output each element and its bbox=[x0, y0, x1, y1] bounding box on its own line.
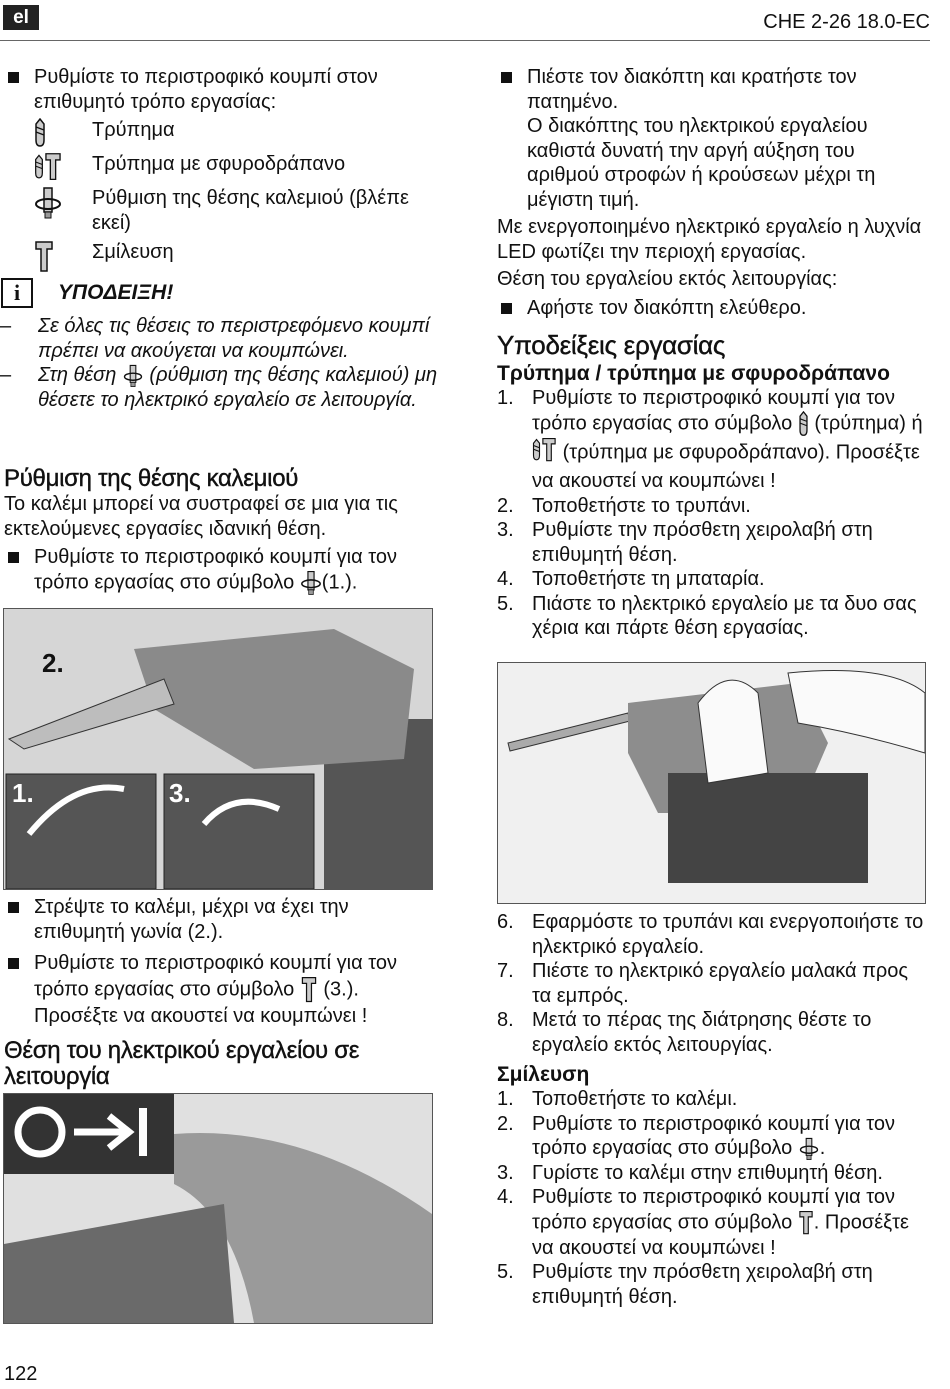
step-text: Ρυθμίστε το περιστροφικό κουμπί για τον τρόπο εργασίας στο σύμβολο bbox=[532, 1112, 895, 1159]
chisel-icon bbox=[300, 976, 318, 1004]
step-number: 1. bbox=[497, 387, 514, 409]
mode-label: Σμίλευση bbox=[92, 241, 174, 263]
step-number: 3. bbox=[497, 1161, 514, 1184]
step-number: 8. bbox=[497, 1009, 514, 1031]
step-text: Ρυθμίστε την πρόσθετη χειρολαβή στη επιθυμητή θέση. bbox=[532, 519, 873, 566]
bullet-item: Αφήστε τον διακόπτη ελεύθερο. bbox=[497, 296, 927, 321]
bullet-text: Πιέστε τον διακόπτη και κρατήστε τον πατημένο. bbox=[527, 66, 857, 113]
chisel-icon bbox=[34, 240, 54, 274]
step-item bbox=[497, 1008, 927, 1057]
left-column-top bbox=[4, 65, 434, 274]
note-text: (ρύθμιση της θέσης καλεμιού) μη θέσετε το ηλεκτρικό εργαλείο σε λειτουργία. bbox=[38, 364, 438, 411]
step-text: Γυρίστε το καλέμι στην επιθυμητή θέση. bbox=[532, 1161, 883, 1184]
subsection-heading: Τρύπημα / τρύπημα με σφυροδράπανο bbox=[497, 362, 890, 385]
step-text: Μετά το πέρας της διάτρησης θέστε το εργαλείο εκτός λειτουργίας. bbox=[532, 1009, 872, 1056]
figure-label: 1. bbox=[12, 778, 34, 808]
chisel-position-icon bbox=[122, 364, 144, 388]
section-heading: Ρύθμιση της θέσης καλεμιού bbox=[4, 465, 299, 492]
note-title: ΥΠΟΔΕΙΞΗ! bbox=[58, 281, 174, 304]
chisel-icon bbox=[798, 1210, 814, 1236]
section-heading: Υποδείξεις εργασίας bbox=[497, 330, 726, 360]
step-number: 6. bbox=[497, 911, 514, 933]
step-text: Τοποθετήστε το τρυπάνι. bbox=[532, 494, 751, 517]
figure-label: 3. bbox=[169, 778, 191, 808]
mode-chisel-position bbox=[4, 186, 434, 240]
step-item bbox=[497, 494, 927, 519]
bullet-text: (1.). bbox=[321, 570, 358, 593]
hammer-drill-icon bbox=[34, 152, 62, 189]
paragraph: Θέση του εργαλείου εκτός λειτουργίας: bbox=[497, 268, 838, 290]
drilling-illustration bbox=[498, 663, 925, 903]
step-text: Ρυθμίστε την πρόσθετη χειρολαβή στη επιθυμητή θέση. bbox=[532, 1261, 873, 1308]
note-item bbox=[0, 363, 440, 412]
step-number: 1. bbox=[497, 1088, 514, 1110]
figure-chisel-rotation bbox=[3, 608, 433, 890]
chisel-position-icon bbox=[34, 186, 62, 220]
tool-switch-illustration bbox=[4, 1094, 432, 1323]
step-text: (τρύπημα) ή bbox=[814, 411, 923, 434]
step-text: Τοποθετήστε το καλέμι. bbox=[532, 1088, 738, 1110]
step-item bbox=[497, 959, 927, 1008]
drill-icon bbox=[34, 118, 46, 148]
bullet-text: (3.). bbox=[323, 977, 359, 1000]
drill-icon bbox=[798, 411, 809, 437]
bullet-item bbox=[4, 951, 440, 1028]
right-column-bottom bbox=[497, 910, 927, 1309]
page-number: 122 bbox=[4, 1363, 38, 1385]
note-block bbox=[0, 278, 440, 412]
hammer-drill-icon bbox=[532, 437, 557, 470]
step-text: Προσέξτε να ακουστεί να κουμπώνει ! bbox=[532, 1211, 909, 1259]
bullet-item bbox=[4, 545, 440, 596]
subsection-heading: Σμίλευση bbox=[497, 1063, 590, 1086]
mode-label: Ρύθμιση της θέσης καλεμιού (βλέπε εκεί) bbox=[92, 187, 409, 234]
step-text: Τοποθετήστε τη μπαταρία. bbox=[532, 568, 765, 590]
mode-label: Τρύπημα bbox=[92, 119, 175, 141]
info-icon: i bbox=[1, 278, 33, 308]
chisel-position-icon bbox=[798, 1137, 820, 1161]
mode-list bbox=[4, 118, 434, 274]
chisel-position-section bbox=[4, 466, 440, 596]
step-text: Ρυθμίστε το περιστροφικό κουμπί για τον τρόπο εργασίας στο σύμβολο bbox=[532, 387, 895, 434]
note-text: Στη θέση bbox=[38, 364, 117, 386]
note-item: – Σε όλες τις θέσεις το περιστρεφόμενο κουμπί πρέπει να ακούγεται να κουμπώνει. bbox=[0, 314, 440, 363]
step-text: Ρυθμίστε το περιστροφικό κουμπί για τον τρόπο εργασίας στο σύμβολο bbox=[532, 1186, 895, 1233]
mode-chiseling bbox=[4, 240, 434, 274]
step-item bbox=[497, 1161, 927, 1186]
step-text: Εφαρμόστε το τρυπάνι και ενεργοποιήστε το ηλεκτρικό εργαλείο. bbox=[532, 911, 924, 958]
step-item bbox=[497, 1260, 927, 1309]
step-item bbox=[497, 567, 927, 592]
section-heading: Θέση του ηλεκτρικού εργαλείου σε λειτουργία bbox=[4, 1037, 360, 1090]
step-text: Πιάστε το ηλεκτρικό εργαλείο με τα δυο σας χέρια και πάρτε θέση εργασίας. bbox=[532, 592, 917, 639]
figure-drilling bbox=[497, 662, 926, 904]
chisel-position-icon bbox=[300, 570, 322, 596]
right-column-top bbox=[497, 65, 927, 641]
bullet-text: Ρυθμίστε το περιστροφικό κουμπί για τον τρόπο εργασίας στο σύμβολο bbox=[34, 546, 397, 593]
step-number: 4. bbox=[497, 568, 514, 590]
language-badge: el bbox=[3, 5, 39, 30]
figure-label: 2. bbox=[42, 648, 64, 678]
drill-illustration bbox=[4, 609, 432, 889]
bullet-text: Ο διακόπτης του ηλεκτρικού εργαλείου καθιστά δυνατή την αργή αύξηση του αριθμού στροφών ή κρούσεων μέχρι τη μέγιστη τιμή. bbox=[527, 115, 876, 211]
step-number: 2. bbox=[497, 1112, 514, 1135]
step-number: 7. bbox=[497, 960, 514, 982]
step-item bbox=[497, 592, 927, 641]
bullet-item bbox=[497, 65, 927, 212]
step-item bbox=[497, 1087, 927, 1112]
step-number: 5. bbox=[497, 592, 514, 615]
left-bullets-after-figure bbox=[4, 895, 440, 1090]
header-divider bbox=[0, 40, 930, 41]
step-item bbox=[497, 386, 927, 494]
mode-hammer-drilling bbox=[4, 152, 434, 186]
step-text: (τρύπημα με σφυροδράπανο). Προσέξτε να ακουστεί να κουμπώνει ! bbox=[532, 441, 920, 492]
paragraph: Με ενεργοποιημένο ηλεκτρικό εργαλείο η λυχνία LED φωτίζει την περιοχή εργασίας. bbox=[497, 216, 922, 263]
step-item: 4. Ρυθμίστε το περιστροφικό κουμπί για τον τρόπο εργασίας στο σύμβολο . Προσέξτε να ακουστεί να κουμπώνει ! bbox=[497, 1186, 909, 1259]
mode-drilling bbox=[4, 118, 434, 152]
step-item bbox=[497, 518, 927, 567]
bullet-set-mode: Ρυθμίστε το περιστροφικό κουμπί στον επιθυμητό τρόπο εργασίας: bbox=[4, 65, 434, 114]
bullet-item: Στρέψτε το καλέμι, μέχρι να έχει την επιθυμητή γωνία (2.). bbox=[4, 895, 440, 944]
bullet-text: Ρυθμίστε το περιστροφικό κουμπί για τον τρόπο εργασίας στο σύμβολο bbox=[34, 952, 397, 1000]
step-number: 4. bbox=[497, 1186, 514, 1209]
note-header bbox=[0, 278, 440, 308]
step-item: 2. Ρυθμίστε το περιστροφικό κουμπί για τον τρόπο εργασίας στο σύμβολο . bbox=[497, 1112, 895, 1159]
figure-switch-on bbox=[3, 1093, 433, 1324]
paragraph: Το καλέμι μπορεί να συστραφεί σε μια για τις εκτελούμενες εργασίες ιδανική θέση. bbox=[4, 493, 398, 540]
step-item bbox=[497, 910, 927, 959]
step-text: Πιέστε το ηλεκτρικό εργαλείο μαλακά προς τα εμπρός. bbox=[532, 960, 909, 1007]
step-number: 2. bbox=[497, 494, 514, 517]
mode-label: Τρύπημα με σφυροδράπανο bbox=[92, 153, 346, 175]
step-number: 5. bbox=[497, 1261, 514, 1284]
model-number: CHE 2-26 18.0-EC bbox=[763, 11, 930, 33]
step-number: 3. bbox=[497, 519, 514, 541]
bullet-text: Προσέξτε να ακουστεί να κουμπώνει ! bbox=[34, 1004, 368, 1027]
